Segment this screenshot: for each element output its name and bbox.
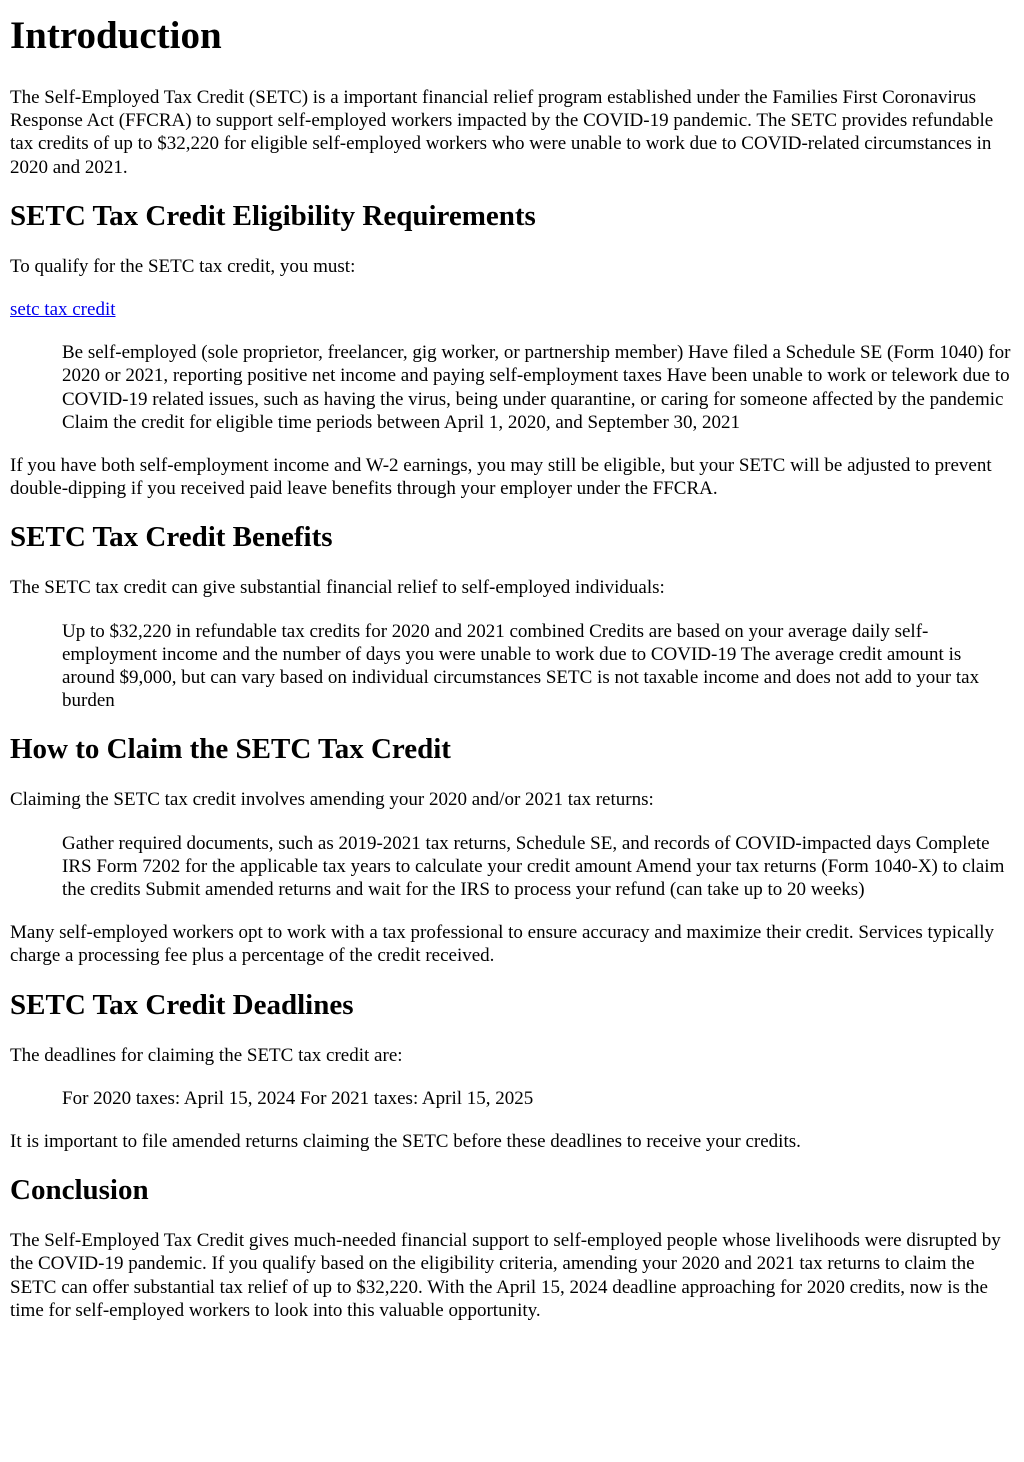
benefits-quote: Up to $32,220 in refundable tax credits for 2020 and 2021 combined Credits are based on your average daily self-employment income and the number of days you were unable to work due to COVID-19 The average credit amount is around $9,000, but can vary based on individual circumstances SETC is not taxable income and does not add to your tax burden <box>62 620 980 712</box>
eligibility-note: If you have both self-employment income and W-2 earnings, you may still be eligible, but your SETC will be adjusted to prevent double-dipping if you received paid leave benefits through your employer under the FFCRA. <box>10 455 992 500</box>
conclusion-paragraph: The Self-Employed Tax Credit gives much-needed financial support to self-employed people whose livelihoods were disrupted by the COVID-19 pandemic. If you qualify based on the eligibility criteria, amending your 2020 and 2021 tax returns to claim the SETC can offer substantial tax relief of up to $32,220. With the April 15, 2024 deadline approaching for 2020 credits, now is the time for self-employed workers to look into this valuable opportunity. <box>10 1230 1001 1321</box>
deadlines-quote: For 2020 taxes: April 15, 2024 For 2021 taxes: April 15, 2025 <box>62 1087 534 1109</box>
claim-lead: Claiming the SETC tax credit involves amending your 2020 and/or 2021 tax returns: <box>10 789 654 811</box>
eligibility-lead: To qualify for the SETC tax credit, you must: <box>10 255 356 277</box>
benefits-lead: The SETC tax credit can give substantial financial relief to self-employed individuals: <box>10 577 665 599</box>
heading-benefits: SETC Tax Credit Benefits <box>10 521 333 554</box>
heading-how-to-claim: How to Claim the SETC Tax Credit <box>10 733 451 766</box>
document-page <box>0 14 1024 1322</box>
setc-link-paragraph <box>10 298 1014 321</box>
heading-introduction: Introduction <box>10 14 222 57</box>
claim-note: Many self-employed workers opt to work with a tax professional to ensure accuracy and maximize their credit. Services typically charge a processing fee plus a percentage of the credit received. <box>10 922 994 967</box>
intro-paragraph: The Self-Employed Tax Credit (SETC) is a important financial relief program established under the Families First Coronavirus Response Act (FFCRA) to support self-employed workers impacted by the COVID-19 pandemic. The SETC provides refundable tax credits of up to $32,220 for eligible self-employed workers who were unable to work due to COVID-related circumstances in 2020 and 2021. <box>10 87 994 178</box>
setc-tax-credit-link[interactable]: setc tax credit <box>10 299 116 321</box>
heading-deadlines: SETC Tax Credit Deadlines <box>10 988 354 1021</box>
claim-steps-quote: Gather required documents, such as 2019-2021 tax returns, Schedule SE, and records of COVID-impacted days Complete IRS Form 7202 for the applicable tax years to calculate your credit amount Amend your tax returns (Form 1040-X) to claim the credits Submit amended returns and wait for the IRS to process your refund (can take up to 20 weeks) <box>62 832 1005 901</box>
eligibility-requirements-quote: Be self-employed (sole proprietor, freelancer, gig worker, or partnership member) Have filed a Schedule SE (Form 1040) for 2020 or 2021, reporting positive net income and paying self-employment taxes Have been unable to work or telework due to COVID-19 related issues, such as having the virus, being under quarantine, or caring for someone affected by the pandemic Claim the credit for eligible time periods between April 1, 2020, and September 30, 2021 <box>62 342 1011 433</box>
heading-eligibility: SETC Tax Credit Eligibility Requirements <box>10 199 536 232</box>
heading-conclusion: Conclusion <box>10 1174 149 1207</box>
deadlines-lead: The deadlines for claiming the SETC tax credit are: <box>10 1044 403 1066</box>
deadlines-note: It is important to file amended returns claiming the SETC before these deadlines to receive your credits. <box>10 1131 801 1153</box>
